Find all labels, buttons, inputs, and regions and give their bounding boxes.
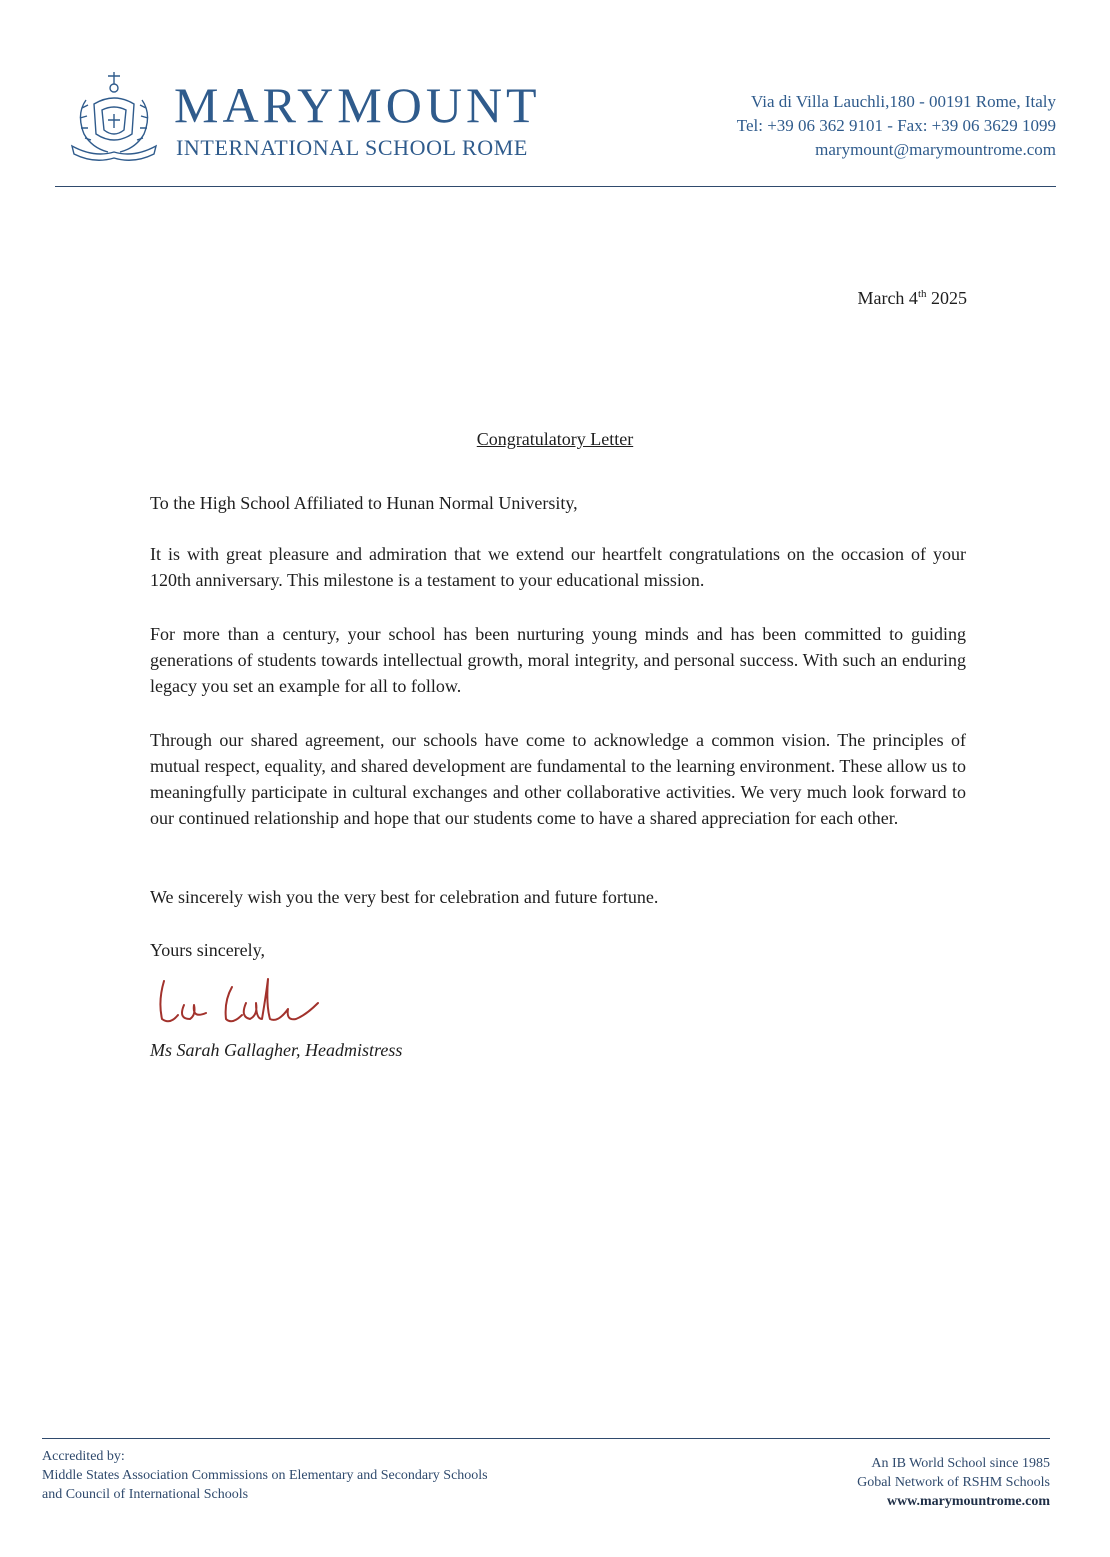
phone-fax: Tel: +39 06 362 9101 - Fax: +39 06 3629 1099 <box>736 116 1056 135</box>
address: Via di Villa Lauchli,180 - 00191 Rome, Italy <box>750 92 1056 111</box>
accreditation-block <box>42 1447 488 1504</box>
date-prefix: March 4 <box>857 288 918 308</box>
ib-statement: An IB World School since 1985 <box>871 1456 1050 1471</box>
paragraph-text: For more than a century, your school has been nurturing young minds and has been committed to guiding generations of students towards intellectual growth, moral integrity, and personal success. With such an enduring legacy you set an example for all to follow. <box>150 624 966 696</box>
school-info-block <box>857 1454 1050 1511</box>
header-divider <box>55 186 1056 187</box>
paragraph-3 <box>150 727 966 831</box>
signer-name: Ms Sarah Gallagher, Headmistress <box>150 1040 403 1060</box>
salutation <box>150 490 966 516</box>
accredited-label: Accredited by: <box>42 1449 125 1464</box>
accredited-line-1: Middle States Association Commissions on Elementary and Secondary Schools <box>42 1468 488 1483</box>
salutation-text: To the High School Affiliated to Hunan Normal University, <box>150 493 578 513</box>
paragraph-text: We sincerely wish you the very best for celebration and future fortune. <box>150 887 659 907</box>
email: marymount@marymountrome.com <box>815 140 1056 159</box>
paragraph-text: Through our shared agreement, our schools have come to acknowledge a common vision. The principles of mutual respect, equality, and shared development are fundamental to the learning environment. These allow us to meaningfully participate in cultural exchanges and other collaborative activities. We very much look forward to our continued relationship and hope that our students come to have a shared appreciation for each other. <box>150 730 966 828</box>
paragraph-4 <box>150 884 966 910</box>
contact-block <box>737 90 1056 162</box>
date-year: 2025 <box>926 288 967 308</box>
accredited-line-2: and Council of International Schools <box>42 1487 249 1502</box>
paragraph-2 <box>150 621 966 699</box>
school-crest-icon <box>64 64 164 164</box>
school-subtitle: INTERNATIONAL SCHOOL ROME <box>176 135 528 160</box>
paragraph-1 <box>150 541 966 593</box>
network-statement: Gobal Network of RSHM Schools <box>857 1475 1050 1490</box>
date-suffix: th <box>917 288 927 300</box>
letter-date <box>857 288 967 309</box>
handwritten-signature <box>150 965 330 1033</box>
school-name: MARYMOUNT <box>174 77 541 133</box>
letter-subject: Congratulatory Letter <box>476 429 634 449</box>
website-link[interactable]: www.marymountrome.com <box>886 1494 1050 1509</box>
footer-divider <box>42 1438 1050 1439</box>
closing <box>150 937 966 963</box>
paragraph-text: It is with great pleasure and admiration that we extend our heartfelt congratulations on the occasion of your 120th anniversary. This milestone is a testament to your educational mission. <box>150 544 966 590</box>
closing-text: Yours sincerely, <box>150 940 265 960</box>
